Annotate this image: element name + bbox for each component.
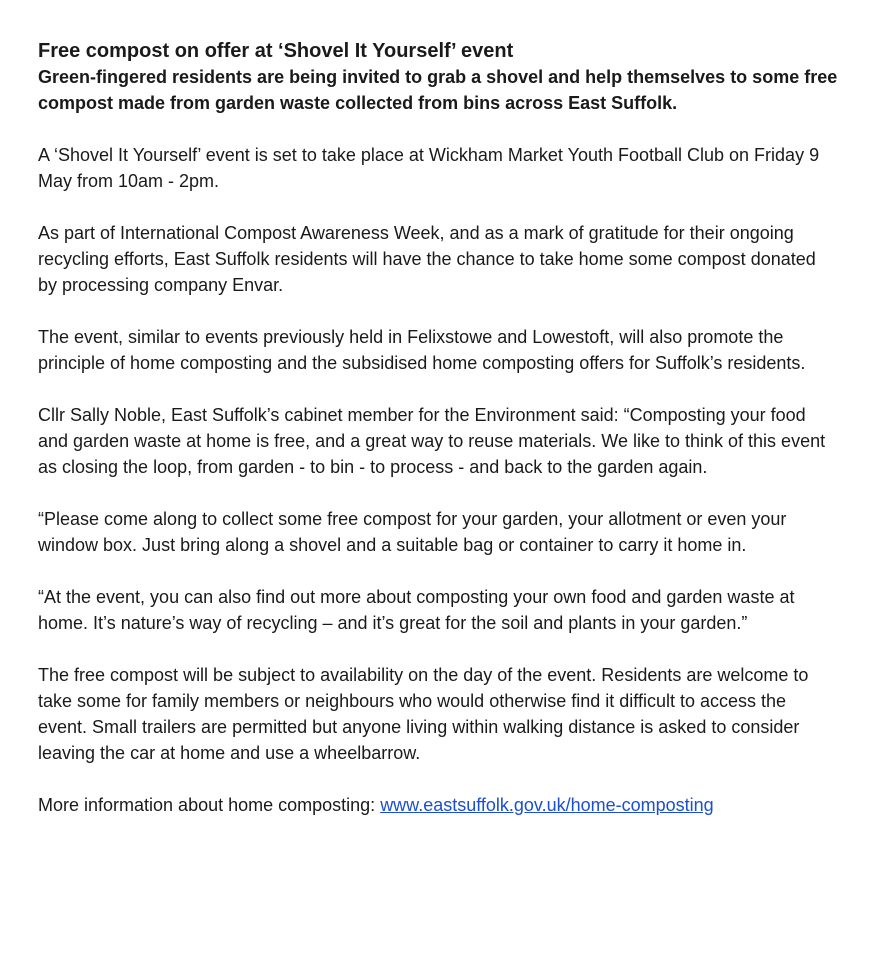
- paragraph-cllr-quote: Cllr Sally Noble, East Suffolk’s cabinet member for the Environment said: “Composting your food and garden waste at home is free, and a great way to reuse materials. We like to think of this event as closing the loop, from garden - to bin - to process - and back to the garden again.: [38, 405, 826, 477]
- headline: Free compost on offer at ‘Shovel It Yourself’ event: [38, 40, 514, 62]
- more-info-label: More information about home composting:: [38, 795, 381, 815]
- paragraph-availability: The free compost will be subject to availability on the day of the event. Residents are welcome to take some for family members or neighbours who would otherwise find it difficult to access the event. Small trailers are permitted but anyone living within walking distance is asked to consider leaving the car at home and use a wheelbarrow.: [38, 665, 809, 763]
- more-info-line: [38, 792, 838, 818]
- paragraph-collect-quote: “Please come along to collect some free compost for your garden, your allotment or even your window box. Just bring along a shovel and a suitable bag or container to carry it home in.: [38, 509, 787, 555]
- paragraph-find-out-quote: “At the event, you can also find out more about composting your own food and garden waste at home. It’s nature’s way of recycling – and it’s great for the soil and plants in your garden.”: [38, 587, 795, 633]
- home-composting-link[interactable]: www.eastsuffolk.gov.uk/home-composting: [380, 795, 714, 815]
- press-release: [38, 38, 838, 818]
- standfirst: Green-fingered residents are being invited to grab a shovel and help themselves to some free compost made from garden waste collected from bins across East Suffolk.: [38, 67, 838, 113]
- paragraph-compost-awareness: As part of International Compost Awareness Week, and as a mark of gratitude for their ongoing recycling efforts, East Suffolk residents will have the chance to take home some compost donated by processing company Envar.: [38, 223, 816, 295]
- paragraph-home-composting: The event, similar to events previously held in Felixstowe and Lowestoft, will also promote the principle of home composting and the subsidised home composting offers for Suffolk’s residents.: [38, 327, 806, 373]
- paragraph-event-details: A ‘Shovel It Yourself’ event is set to take place at Wickham Market Youth Football Club on Friday 9 May from 10am - 2pm.: [38, 145, 820, 191]
